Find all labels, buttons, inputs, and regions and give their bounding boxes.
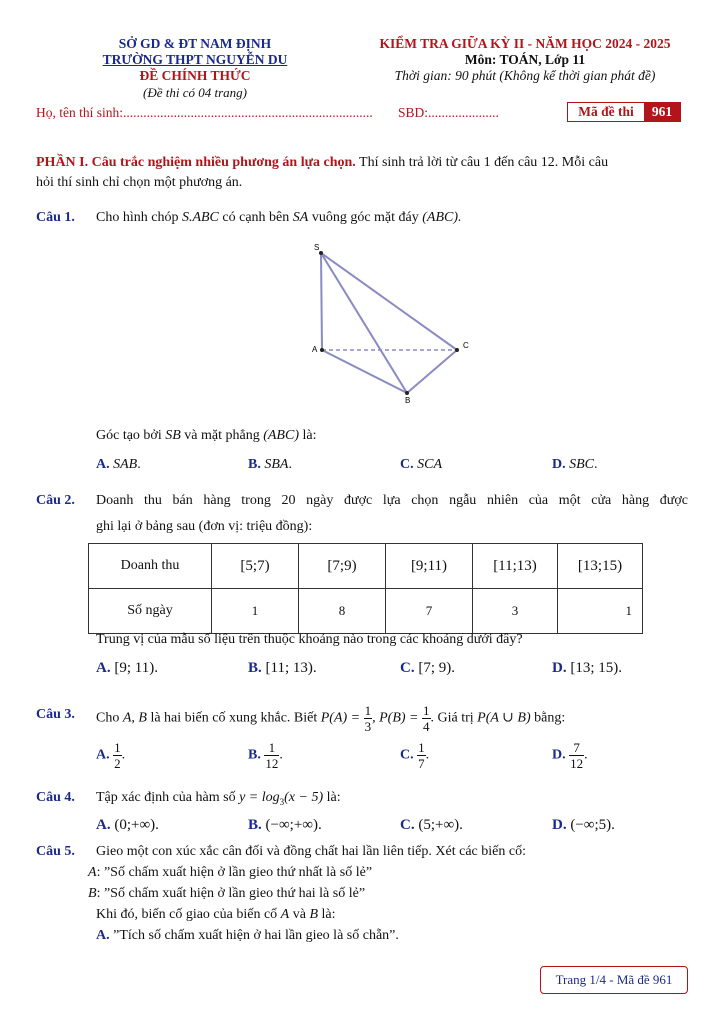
option-value: SBC bbox=[569, 457, 595, 472]
question-number: Câu 3. bbox=[36, 707, 75, 722]
table-cell: 7 bbox=[386, 589, 473, 634]
denominator: 4 bbox=[423, 719, 430, 734]
exam-code-label: Mã đề thi bbox=[578, 104, 634, 119]
pyramid-figure bbox=[300, 238, 480, 408]
numerator: 1 bbox=[264, 740, 279, 756]
q4-option-d[interactable] bbox=[552, 817, 615, 834]
table-cell: [11;13) bbox=[473, 544, 558, 589]
q3-text: là hai biến cố xung khắc. Biết bbox=[146, 710, 321, 726]
option-label: C. bbox=[400, 747, 414, 763]
option-value: SAB bbox=[113, 457, 138, 472]
revenue-table bbox=[88, 543, 643, 634]
q2-question: Trung vị của mẫu số liệu trên thuộc khoảng nào trong các khoảng dưới đây? bbox=[96, 632, 523, 647]
denominator: 7 bbox=[418, 756, 425, 771]
option-tail: . bbox=[137, 457, 141, 472]
q3-union: P(A ∪ B) bbox=[477, 710, 531, 726]
vertex-a bbox=[320, 348, 324, 352]
exam-time: Thời gian: 90 phút (Không kể thời gian phát đề) bbox=[394, 68, 656, 83]
q2-option-c[interactable] bbox=[400, 660, 455, 677]
part1-heading bbox=[36, 155, 691, 171]
q1-text: Cho hình chóp bbox=[96, 210, 182, 225]
q5-ask-text: và bbox=[289, 907, 310, 922]
numerator: 7 bbox=[569, 740, 584, 756]
q1-pyramid: S.ABC bbox=[181, 210, 219, 225]
q4-text: Tập xác định của hàm số bbox=[96, 790, 240, 805]
q2-text-2: ghi lại ở bảng sau (đơn vị: triệu đồng): bbox=[96, 519, 313, 534]
option-value: ”Tích số chấm xuất hiện ở hai lần gieo là số chẵn”. bbox=[109, 928, 399, 943]
denominator: 3 bbox=[364, 719, 372, 734]
denominator: 2 bbox=[114, 756, 121, 771]
student-name-line: Họ, tên thí sinh:.......................................................................... bbox=[36, 105, 373, 120]
q3-option-b[interactable]: B. $\frac{1}{12}$ . bbox=[248, 740, 283, 771]
q4-option-a[interactable] bbox=[96, 817, 159, 834]
fraction bbox=[364, 703, 373, 734]
question-number: Câu 4. bbox=[36, 790, 75, 805]
table-cell: 1 bbox=[558, 589, 643, 634]
numerator: 1 bbox=[423, 703, 430, 718]
denominator: 12 bbox=[265, 756, 279, 771]
option-value: SCA bbox=[417, 457, 443, 472]
q1-ask-plane: (ABC) bbox=[263, 428, 299, 443]
edge-bc bbox=[407, 350, 457, 393]
option-label: C. bbox=[400, 457, 414, 472]
label-a: A bbox=[312, 345, 318, 354]
denominator: 12 bbox=[570, 756, 584, 771]
exam-title: KIỂM TRA GIỮA KỲ II - NĂM HỌC 2024 - 2025 bbox=[379, 36, 671, 51]
q4-arg: (x − 5) bbox=[284, 790, 324, 805]
event-var: B bbox=[88, 886, 97, 901]
q1-ask-text: và mặt phẳng bbox=[180, 428, 264, 443]
q2-text: Doanh thu bán hàng trong 20 ngày được lựa chọn ngẫu nhiên của một cửa hàng được bbox=[96, 493, 688, 508]
page-footer: Trang 1/4 - Mã đề 961 bbox=[540, 966, 688, 994]
option-label: D. bbox=[552, 660, 567, 676]
option-label: B. bbox=[248, 747, 261, 763]
fraction bbox=[569, 740, 584, 771]
option-tail: . bbox=[594, 457, 598, 472]
option-tail: . bbox=[288, 457, 292, 472]
fraction bbox=[264, 740, 279, 771]
fraction bbox=[417, 740, 426, 771]
option-label: C. bbox=[400, 660, 415, 676]
q4-log-base: 3 bbox=[279, 796, 285, 807]
q1-option-b[interactable] bbox=[248, 457, 292, 473]
q1-ask-text: Góc tạo bởi bbox=[96, 428, 166, 443]
exam-code-box bbox=[567, 102, 681, 122]
numerator: 1 bbox=[418, 740, 425, 755]
numerator: 1 bbox=[114, 740, 121, 755]
option-label: B. bbox=[248, 660, 262, 676]
table-cell: 1 bbox=[212, 589, 299, 634]
q3-pa: P(A) = bbox=[320, 710, 361, 726]
q2-option-d[interactable] bbox=[552, 660, 622, 677]
q1-option-a[interactable] bbox=[96, 457, 141, 473]
fraction bbox=[422, 703, 431, 734]
q1-ask-text: là: bbox=[298, 428, 317, 443]
event-text: : ”Số chấm xuất hiện ở lần gieo thứ hai là số lẻ” bbox=[96, 886, 366, 901]
option-label: D. bbox=[552, 747, 566, 763]
question-number: Câu 1. bbox=[36, 210, 75, 225]
option-value: (−∞;5). bbox=[570, 817, 615, 833]
event-text: : ”Số chấm xuất hiện ở lần gieo thứ nhất là số lẻ” bbox=[96, 865, 373, 880]
vertex-s bbox=[319, 251, 323, 255]
label-s: S bbox=[314, 243, 320, 252]
option-value: [7; 9). bbox=[418, 660, 456, 676]
subject: Môn: TOÁN, Lớp 11 bbox=[464, 52, 586, 67]
table-row bbox=[89, 589, 643, 634]
option-value: [13; 15). bbox=[570, 660, 623, 676]
q3-option-d[interactable]: D. $\frac{7}{12}$ . bbox=[552, 740, 588, 771]
table-cell: [7;9) bbox=[299, 544, 386, 589]
part1-instruction-2: hỏi thí sinh chỉ chọn một phương án. bbox=[36, 175, 243, 190]
option-value: [11; 13). bbox=[265, 660, 317, 676]
numerator: 1 bbox=[364, 703, 372, 718]
option-label: B. bbox=[248, 817, 262, 833]
option-label: A. bbox=[96, 928, 110, 943]
edge-sc bbox=[321, 253, 457, 350]
q1-base: (ABC). bbox=[422, 210, 462, 225]
q1-option-d[interactable] bbox=[552, 457, 598, 473]
option-label: A. bbox=[96, 817, 111, 833]
option-value: SBA bbox=[264, 457, 289, 472]
label-c: C bbox=[463, 341, 469, 350]
q2-option-b[interactable] bbox=[248, 660, 317, 677]
question-3 bbox=[36, 703, 696, 737]
q2-option-a[interactable] bbox=[96, 660, 158, 677]
q1-ask-line: SB bbox=[165, 428, 181, 443]
q3-text: Cho bbox=[96, 710, 123, 726]
option-value: (5;+∞). bbox=[418, 817, 463, 833]
event-var: B bbox=[309, 907, 319, 922]
q5-event-a bbox=[88, 865, 372, 881]
department: SỞ GD & ĐT NAM ĐỊNH bbox=[118, 36, 272, 51]
table-cell: 3 bbox=[473, 589, 558, 634]
q5-ask-text: Khi đó, biến cố giao của biến cố bbox=[96, 907, 281, 922]
q5-text: Gieo một con xúc xắc cân đối và đồng chất hai lần liên tiếp. Xét các biến cố: bbox=[96, 844, 526, 859]
table-header-cell: Số ngày bbox=[89, 589, 212, 634]
fraction bbox=[113, 740, 122, 771]
option-value: [9; 11). bbox=[114, 660, 158, 676]
option-value: (0;+∞). bbox=[114, 817, 159, 833]
table-row bbox=[89, 544, 643, 589]
part1-title: PHẦN I. Câu trắc nghiệm nhiều phương án lựa chọn. bbox=[36, 155, 356, 170]
option-label: D. bbox=[552, 817, 567, 833]
event-var: A bbox=[88, 865, 97, 880]
q3-text: bằng: bbox=[530, 710, 566, 726]
option-label: D. bbox=[552, 457, 566, 472]
q5-option-a[interactable] bbox=[96, 928, 399, 944]
q5-event-b bbox=[88, 886, 365, 902]
q1-text: vuông góc mặt đáy bbox=[308, 210, 423, 225]
official-label: ĐỀ CHÍNH THỨC bbox=[139, 68, 251, 83]
table-header-cell: Doanh thu bbox=[89, 544, 212, 589]
sbd-line: SBD:..................... bbox=[398, 105, 499, 120]
q3-pb: , P(B) = bbox=[372, 710, 419, 726]
q3-option-a[interactable]: A. $\frac{1}{2}$ . bbox=[96, 740, 126, 771]
q5-ask bbox=[96, 907, 336, 923]
table-cell: [5;7) bbox=[212, 544, 299, 589]
q3-text: . Giá trị bbox=[430, 710, 478, 726]
label-b: B bbox=[405, 396, 411, 405]
edge-sa bbox=[321, 253, 322, 350]
q1-ask bbox=[96, 428, 316, 444]
option-value: (−∞;+∞). bbox=[265, 817, 322, 833]
vertex-b bbox=[405, 391, 409, 395]
table-cell: 8 bbox=[299, 589, 386, 634]
table-cell: [9;11) bbox=[386, 544, 473, 589]
q1-edge: SA bbox=[292, 210, 309, 225]
school-name: TRƯỜNG THPT NGUYỄN DU bbox=[102, 52, 288, 67]
q4-option-c[interactable] bbox=[400, 817, 463, 834]
q4-option-b[interactable] bbox=[248, 817, 322, 834]
part1-instruction: Thí sinh trả lời từ câu 1 đến câu 12. Mỗi câu bbox=[355, 155, 609, 170]
option-label: A. bbox=[96, 457, 110, 472]
q3-option-c[interactable]: C. $\frac{1}{7}$ . bbox=[400, 740, 430, 771]
q1-text: có cạnh bên bbox=[218, 210, 293, 225]
option-label: A. bbox=[96, 660, 111, 676]
option-label: C. bbox=[400, 817, 415, 833]
option-label: A. bbox=[96, 747, 110, 763]
q3-events: A, B bbox=[122, 710, 147, 726]
vertex-c bbox=[455, 348, 459, 352]
q4-func: y = log bbox=[239, 790, 280, 805]
event-var: A bbox=[280, 907, 290, 922]
q4-text: là: bbox=[323, 790, 341, 805]
q5-ask-text: là: bbox=[318, 907, 336, 922]
pages-note: (Đề thi có 04 trang) bbox=[143, 85, 247, 100]
q1-option-c[interactable] bbox=[400, 457, 442, 473]
exam-code-value: 961 bbox=[644, 103, 680, 121]
option-label: B. bbox=[248, 457, 261, 472]
question-number: Câu 5. bbox=[36, 844, 75, 859]
table-cell: [13;15) bbox=[558, 544, 643, 589]
question-number: Câu 2. bbox=[36, 493, 75, 508]
